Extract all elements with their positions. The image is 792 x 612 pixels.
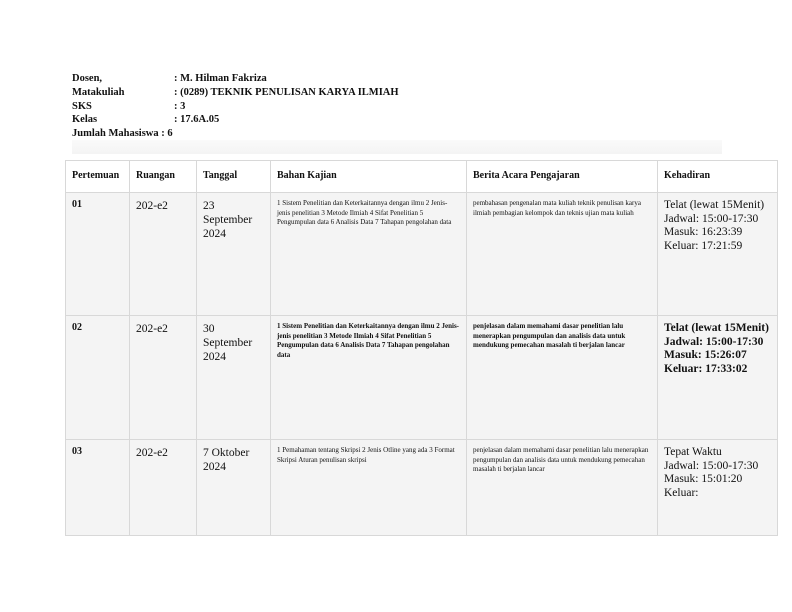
col-header-berita-acara: Berita Acara Pengajaran — [467, 161, 658, 193]
attendance-table — [65, 160, 778, 536]
kehadiran-keluar: Keluar: — [664, 486, 699, 499]
sks-label: SKS — [72, 100, 92, 112]
col-header-pertemuan: Pertemuan — [66, 161, 130, 193]
pertemuan-cell: 01 — [66, 193, 130, 316]
kehadiran-cell — [658, 316, 778, 440]
bahan-kajian-cell: 1 Pemahaman tentang Skripsi 2 Jenis Otline yang ada 3 Format Skripsi Aturan penulisan skripsi — [271, 440, 467, 536]
bahan-kajian-cell: 1 Sistem Penelitian dan Keterkaitannya dengan ilmu 2 Jenis-jenis penelitian 3 Metode Ilmiah 4 Sifat Penelitian 5 Pengumpulan data 6 Analisis Data 7 Tahapan pengolahan data — [271, 316, 467, 440]
header-divider — [72, 140, 722, 154]
col-header-kehadiran: Kehadiran — [658, 161, 778, 193]
kehadiran-masuk: Masuk: 16:23:39 — [664, 226, 743, 239]
matakuliah-label: Matakuliah — [72, 86, 125, 98]
dosen-label: Dosen, — [72, 73, 103, 84]
kelas-value: : 17.6A.05 — [174, 114, 220, 126]
col-header-tanggal: Tanggal — [197, 161, 271, 193]
berita-acara-cell: penjelasan dalam memahami dasar penelitian lalu menerapkan pengumpulan dan analisis data untuk mendukung pemecahan masalah ti berjalan lancar — [467, 440, 658, 536]
sks-row — [72, 100, 722, 114]
bahan-kajian-cell: 1 Sistem Penelitian dan Keterkaitannya dengan ilmu 2 Jenis-jenis penelitian 3 Metode Ilmiah 4 Sifat Penelitian 5 Pengumpulan data 6 Analisis Data 7 Tahapan pengolahan data — [271, 193, 467, 316]
kehadiran-jadwal: Jadwal: 15:00-17:30 — [664, 459, 759, 472]
matakuliah-value: : (0289) TEKNIK PENULISAN KARYA ILMIAH — [174, 86, 399, 98]
table-row — [66, 193, 778, 316]
kehadiran-keluar: Keluar: 17:33:02 — [664, 362, 748, 375]
ruangan-cell: 202-e2 — [130, 193, 197, 316]
kehadiran-masuk: Masuk: 15:01:20 — [664, 473, 743, 486]
table-header-row — [66, 161, 778, 193]
jumlah-mahasiswa: Jumlah Mahasiswa : 6 — [72, 128, 173, 140]
course-header — [72, 72, 722, 141]
tanggal-cell: 30 September 2024 — [197, 316, 271, 440]
kehadiran-status: Telat (lewat 15Menit) — [664, 199, 765, 211]
berita-acara-cell: penjelasan dalam memahami dasar penelitian lalu menerapkan pengumpulan dan analisis data untuk mendukung pemecahan masalah ti berjalan lancar — [467, 316, 658, 440]
tanggal-cell: 7 Oktober 2024 — [197, 440, 271, 536]
col-header-bahan-kajian: Bahan Kajian — [271, 161, 467, 193]
pertemuan-cell: 02 — [66, 316, 130, 440]
table-row — [66, 440, 778, 536]
kehadiran-status: Telat (lewat 15Menit) — [664, 322, 769, 334]
ruangan-cell: 202-e2 — [130, 316, 197, 440]
dosen-row — [72, 72, 722, 86]
kehadiran-cell — [658, 193, 778, 316]
kehadiran-jadwal: Jadwal: 15:00-17:30 — [664, 335, 764, 348]
berita-acara-cell: pembahasan pengenalan mata kuliah teknik penulisan karya ilmiah pembagian kelompok dan teknis ujian mata kuliah — [467, 193, 658, 316]
table-row — [66, 316, 778, 440]
kehadiran-cell — [658, 440, 778, 536]
kelas-label: Kelas — [72, 114, 98, 126]
kelas-row — [72, 113, 722, 127]
dosen-value: : M. Hilman Fakriza — [174, 73, 267, 84]
jumlah-row — [72, 127, 722, 141]
kehadiran-keluar: Keluar: 17:21:59 — [664, 239, 743, 252]
col-header-ruangan: Ruangan — [130, 161, 197, 193]
kehadiran-status: Tepat Waktu — [664, 446, 722, 458]
kehadiran-masuk: Masuk: 15:26:07 — [664, 349, 747, 362]
sks-value: : 3 — [174, 100, 186, 112]
ruangan-cell: 202-e2 — [130, 440, 197, 536]
pertemuan-cell: 03 — [66, 440, 130, 536]
matakuliah-row — [72, 86, 722, 100]
tanggal-cell: 23 September 2024 — [197, 193, 271, 316]
kehadiran-jadwal: Jadwal: 15:00-17:30 — [664, 212, 759, 225]
